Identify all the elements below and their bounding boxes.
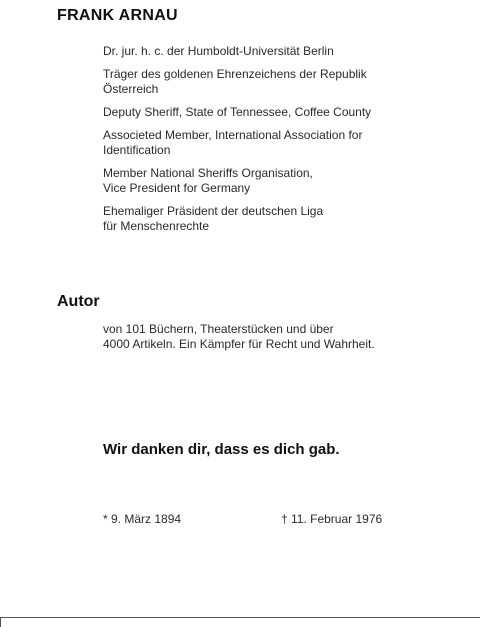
honor-item: Associeted Member, International Association for Identification bbox=[103, 128, 363, 157]
honor-item: Deputy Sheriff, State of Tennessee, Coffee County bbox=[103, 105, 372, 119]
honors-list bbox=[103, 44, 463, 242]
bottom-divider bbox=[0, 617, 480, 618]
memorial-tagline: Wir danken dir, dass es dich gab. bbox=[103, 441, 340, 458]
person-name: FRANK ARNAU bbox=[57, 7, 178, 24]
honor-item: Träger des goldenen Ehrenzeichens der Republik Österreich bbox=[103, 67, 367, 96]
author-description: von 101 Büchern, Theaterstücken und über 4000 Artikeln. Ein Kämpfer für Recht und Wahrheit. bbox=[103, 322, 375, 351]
honor-item: Member National Sheriffs Organisation, Vice President for Germany bbox=[103, 166, 313, 195]
honor-item: Ehemaliger Präsident der deutschen Liga für Menschenrechte bbox=[103, 204, 324, 233]
author-heading: Autor bbox=[57, 293, 100, 310]
birth-date: * 9. März 1894 bbox=[103, 512, 182, 526]
death-date: † 11. Februar 1976 bbox=[281, 512, 383, 526]
left-edge-mark bbox=[0, 617, 1, 627]
honor-item: Dr. jur. h. c. der Humboldt-Universität Berlin bbox=[103, 44, 334, 58]
